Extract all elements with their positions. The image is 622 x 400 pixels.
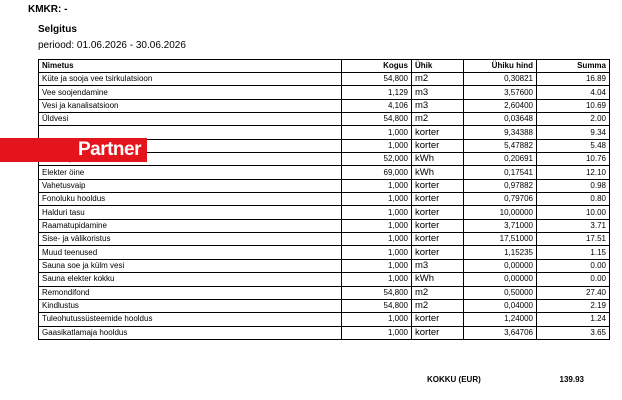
table-row <box>39 99 610 112</box>
cell-sum: 9.34 <box>537 126 610 139</box>
cell-name: Raamatupidamine <box>39 219 342 232</box>
cell-sum: 0.00 <box>537 273 610 286</box>
table-row <box>39 233 610 246</box>
cell-unit-price: 0,20691 <box>464 153 537 166</box>
cell-quantity: 1,000 <box>342 206 412 219</box>
table-row <box>39 259 610 272</box>
total-label: KOKKU (EUR) <box>427 375 481 384</box>
cell-quantity: 1,000 <box>342 139 412 152</box>
cell-unit-price: 3,71000 <box>464 219 537 232</box>
column-header-quantity: Kogus <box>342 60 412 73</box>
cell-quantity: 54,800 <box>342 299 412 312</box>
cell-unit-price: 0,97882 <box>464 179 537 192</box>
cell-name: Vesi ja kanalisatsioon <box>39 99 342 112</box>
cell-unit-price: 1,24000 <box>464 313 537 326</box>
cell-name: Sauna soe ja külm vesi <box>39 259 342 272</box>
cell-quantity: 1,000 <box>342 126 412 139</box>
cell-name: Fonoluku hooldus <box>39 193 342 206</box>
cell-sum: 0.00 <box>537 259 610 272</box>
cell-name: Muud teenused <box>39 246 342 259</box>
cell-name: Gaasikatlamaja hooldus <box>39 326 342 339</box>
table-row <box>39 179 610 192</box>
kmkr-label: KMKR: - <box>28 4 68 15</box>
cell-sum: 1.15 <box>537 246 610 259</box>
cell-unit: korter <box>412 313 464 326</box>
cell-quantity: 54,800 <box>342 286 412 299</box>
table-row <box>39 313 610 326</box>
cell-unit-price: 0,79706 <box>464 193 537 206</box>
partner-watermark-banner <box>0 138 147 162</box>
cell-sum: 10.00 <box>537 206 610 219</box>
cell-name: Halduri tasu <box>39 206 342 219</box>
cell-quantity: 1,000 <box>342 193 412 206</box>
cell-quantity: 1,000 <box>342 179 412 192</box>
table-row <box>39 193 610 206</box>
cell-unit-price: 0,03648 <box>464 113 537 126</box>
cell-unit-price: 2,60400 <box>464 99 537 112</box>
cell-quantity: 4,106 <box>342 99 412 112</box>
cell-unit-price: 0,30821 <box>464 73 537 86</box>
cell-quantity: 52,000 <box>342 153 412 166</box>
cell-unit: m3 <box>412 86 464 99</box>
cell-sum: 10.76 <box>537 153 610 166</box>
cell-name: Remondifond <box>39 286 342 299</box>
cell-name: Küte ja sooja vee tsirkulatsioon <box>39 73 342 86</box>
charges-table <box>38 59 610 340</box>
cell-unit: kWh <box>412 153 464 166</box>
cell-unit: m3 <box>412 259 464 272</box>
cell-sum: 3.71 <box>537 219 610 232</box>
cell-unit: kWh <box>412 273 464 286</box>
column-header-unit: Ühik <box>412 60 464 73</box>
cell-unit-price: 0,04000 <box>464 299 537 312</box>
table-row <box>39 206 610 219</box>
cell-unit-price: 17,51000 <box>464 233 537 246</box>
table-row <box>39 219 610 232</box>
cell-unit: korter <box>412 219 464 232</box>
table-row <box>39 166 610 179</box>
cell-quantity: 1,000 <box>342 259 412 272</box>
table-row <box>39 86 610 99</box>
total-value: 139.93 <box>559 375 584 384</box>
table-header-row <box>39 60 610 73</box>
cell-unit: m2 <box>412 286 464 299</box>
cell-sum: 1.24 <box>537 313 610 326</box>
cell-name: Tuleohutussüsteemide hooldus <box>39 313 342 326</box>
cell-quantity: 1,000 <box>342 219 412 232</box>
cell-unit: korter <box>412 139 464 152</box>
cell-unit-price: 1,15235 <box>464 246 537 259</box>
cell-sum: 2.00 <box>537 113 610 126</box>
cell-name: Elekter öine <box>39 166 342 179</box>
cell-sum: 0.80 <box>537 193 610 206</box>
column-header-unit-price: Ühiku hind <box>464 60 537 73</box>
cell-unit: m2 <box>412 113 464 126</box>
cell-unit-price: 0,00000 <box>464 259 537 272</box>
column-header-sum: Summa <box>537 60 610 73</box>
cell-quantity: 1,000 <box>342 233 412 246</box>
cell-unit-price: 0,00000 <box>464 273 537 286</box>
table-row <box>39 246 610 259</box>
partner-logo-text: Partner <box>77 139 141 160</box>
cell-unit: korter <box>412 233 464 246</box>
cell-unit-price: 0,50000 <box>464 286 537 299</box>
cell-name: Sise- ja välikoristus <box>39 233 342 246</box>
cell-sum: 4.04 <box>537 86 610 99</box>
cell-quantity: 54,800 <box>342 73 412 86</box>
table-row <box>39 326 610 339</box>
cell-sum: 16.89 <box>537 73 610 86</box>
document-title: Selgitus <box>38 24 77 35</box>
table-body <box>39 73 610 340</box>
table-row <box>39 299 610 312</box>
cell-quantity: 1,000 <box>342 326 412 339</box>
cell-name: Kindlustus <box>39 299 342 312</box>
period-label: periood: 01.06.2026 - 30.06.2026 <box>38 40 186 51</box>
cell-unit-price: 3,57600 <box>464 86 537 99</box>
cell-sum: 27.40 <box>537 286 610 299</box>
table-row <box>39 73 610 86</box>
table-row <box>39 273 610 286</box>
table-row <box>39 113 610 126</box>
cell-sum: 2.19 <box>537 299 610 312</box>
cell-quantity: 1,129 <box>342 86 412 99</box>
cell-unit: korter <box>412 193 464 206</box>
cell-name: Üldvesi <box>39 113 342 126</box>
cell-name: Vahetusvaip <box>39 179 342 192</box>
cell-unit-price: 9,34388 <box>464 126 537 139</box>
cell-sum: 3.65 <box>537 326 610 339</box>
cell-unit: korter <box>412 246 464 259</box>
cell-unit: korter <box>412 126 464 139</box>
cell-unit: m3 <box>412 99 464 112</box>
column-header-name: Nimetus <box>39 60 342 73</box>
cell-unit: kWh <box>412 166 464 179</box>
cell-unit-price: 5,47882 <box>464 139 537 152</box>
cell-quantity: 69,000 <box>342 166 412 179</box>
cell-unit-price: 3,64706 <box>464 326 537 339</box>
cell-unit: m2 <box>412 73 464 86</box>
cell-quantity: 1,000 <box>342 246 412 259</box>
cell-unit: korter <box>412 179 464 192</box>
cell-unit: korter <box>412 206 464 219</box>
table-row <box>39 286 610 299</box>
cell-sum: 5.48 <box>537 139 610 152</box>
cell-unit: korter <box>412 326 464 339</box>
cell-quantity: 1,000 <box>342 313 412 326</box>
cell-unit-price: 0,17541 <box>464 166 537 179</box>
cell-quantity: 54,800 <box>342 113 412 126</box>
cell-name: Vee soojendamine <box>39 86 342 99</box>
cell-unit-price: 10,00000 <box>464 206 537 219</box>
cell-quantity: 1,000 <box>342 273 412 286</box>
cell-name: Sauna elekter kokku <box>39 273 342 286</box>
cell-sum: 17.51 <box>537 233 610 246</box>
cell-unit: m2 <box>412 299 464 312</box>
cell-sum: 10.69 <box>537 99 610 112</box>
cell-sum: 12.10 <box>537 166 610 179</box>
cell-sum: 0.98 <box>537 179 610 192</box>
